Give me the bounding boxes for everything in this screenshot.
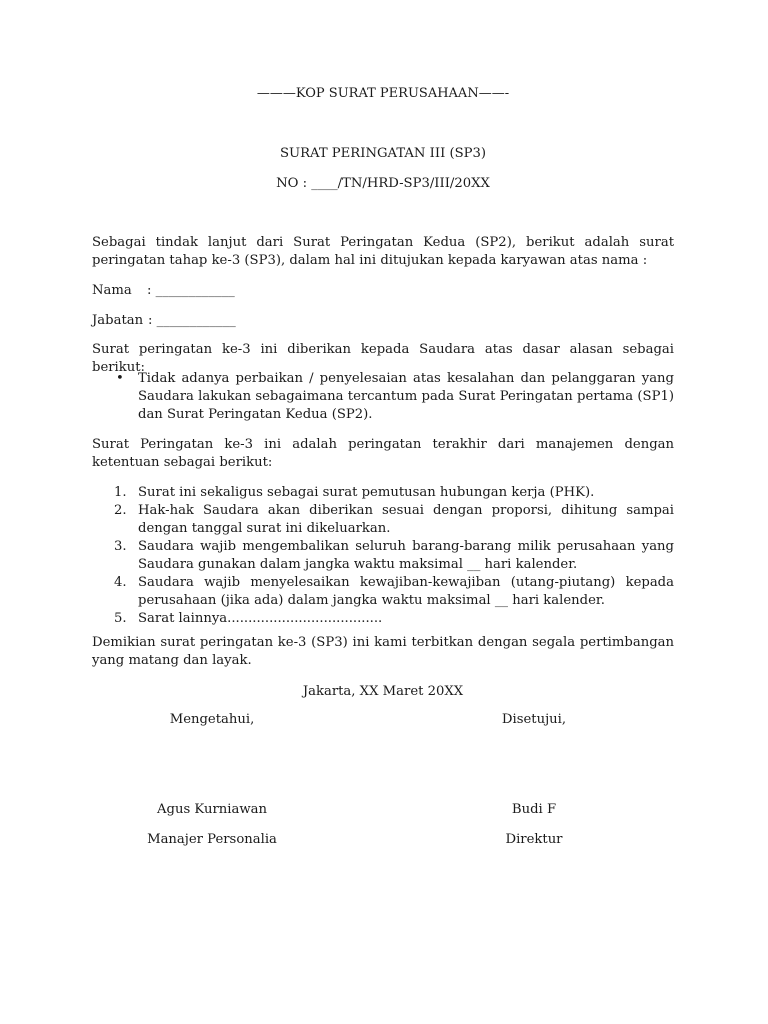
name-label: Nama [92, 283, 132, 298]
position-value: : ____________ [148, 313, 236, 328]
term-number: 5. [114, 611, 127, 626]
signature-right-name: Budi F [511, 802, 557, 817]
term-text: Surat ini sekaligus sebagai surat pemutusan hubungan kerja (PHK). [138, 485, 595, 500]
closing-paragraph: Demikian surat peringatan ke-3 (SP3) ini kami terbitkan dengan segala pertimbangan yang matang dan layak. [92, 635, 674, 668]
position-field [92, 313, 674, 328]
place-date: Jakarta, XX Maret 20XX [302, 684, 464, 699]
signature-right-role: Direktur [505, 832, 563, 847]
term-number: 1. [114, 485, 127, 500]
term-text: Hak-hak Saudara akan diberikan sesuai dengan proporsi, dihitung sampai dengan tanggal surat ini dikeluarkan. [138, 503, 674, 536]
terms-list [92, 484, 674, 628]
signature-left-heading: Mengetahui, [169, 712, 255, 727]
signature-left-name: Agus Kurniawan [157, 802, 267, 817]
name-field [92, 283, 674, 298]
signature-left-role: Manajer Personalia [147, 832, 277, 847]
list-item [92, 502, 674, 538]
list-item [92, 538, 674, 574]
bullet-icon: • [116, 371, 124, 386]
reason-list [92, 370, 674, 424]
list-item [92, 370, 674, 424]
letterhead-placeholder: ———KOP SURAT PERUSAHAAN——- [256, 86, 510, 101]
terms-intro: Surat Peringatan ke-3 ini adalah peringatan terakhir dari manajemen dengan ketentuan sebagai berikut: [92, 437, 674, 470]
list-item [92, 484, 674, 502]
term-text: Saudara wajib mengembalikan seluruh barang-barang milik perusahaan yang Saudara gunakan dalam jangka waktu maksimal __ hari kalender. [138, 539, 674, 572]
intro-paragraph: Sebagai tindak lanjut dari Surat Peringatan Kedua (SP2), berikut adalah surat peringatan tahap ke-3 (SP3), dalam hal ini ditujukan kepada karyawan atas nama : [92, 235, 674, 268]
letter-number: NO : ____/TN/HRD-SP3/III/20XX [276, 176, 490, 191]
term-number: 4. [114, 575, 127, 590]
name-value: : ____________ [147, 283, 235, 298]
list-item [92, 574, 674, 610]
reason-text: Tidak adanya perbaikan / penyelesaian atas kesalahan dan pelanggaran yang Saudara lakukan sebagaimana tercantum pada Surat Peringatan pertama (SP1) dan Surat Peringatan Kedua (SP2). [138, 371, 674, 422]
term-number: 2. [114, 503, 127, 518]
letter-title: SURAT PERINGATAN III (SP3) [279, 146, 487, 161]
term-text: Sarat lainnya..................................... [138, 611, 383, 626]
term-text: Saudara wajib menyelesaikan kewajiban-kewajiban (utang-piutang) kepada perusahaan (jika ada) dalam jangka waktu maksimal __ hari kalender. [138, 575, 674, 608]
signature-right-heading: Disetujui, [501, 712, 567, 727]
reason-intro: Surat peringatan ke-3 ini diberikan kepada Saudara atas dasar alasan sebagai berikut: [92, 342, 674, 375]
list-item [92, 610, 674, 628]
position-label: Jabatan [92, 313, 144, 328]
term-number: 3. [114, 539, 127, 554]
